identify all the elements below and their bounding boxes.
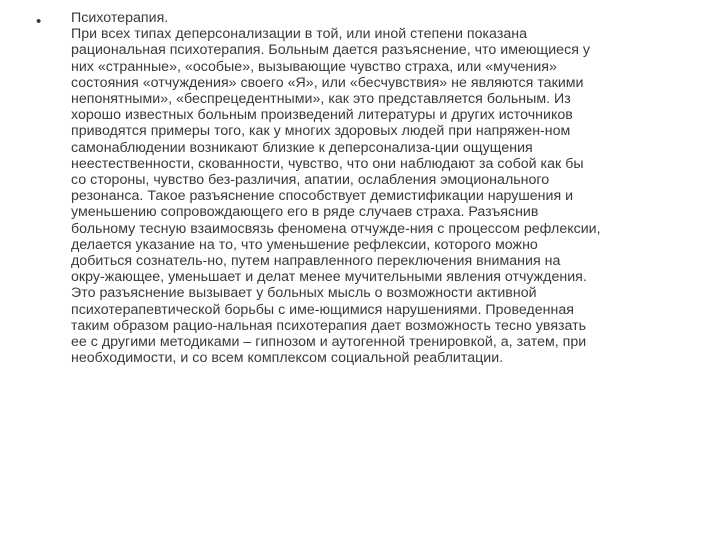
text-line: добиться сознатель-но, путем направленного переключения внимания на: [71, 253, 561, 270]
text-line: рациональная психотерапия. Больным дается разъяснение, что имеющиеся у: [71, 42, 590, 59]
text-line: делается указание на то, что уменьшение рефлексии, которого можно: [71, 236, 538, 253]
text-line: ее с другими методиками – гипнозом и аутогенной тренировкой, а, затем, при: [71, 334, 587, 351]
text-line: хорошо известных больным произведений литературы и других источников: [71, 107, 573, 124]
text-line: неестественности, скованности, чувство, что они наблюдают за собой как бы: [71, 155, 584, 172]
text-line: таким образом рацио-нальная психотерапия дает возможность тесно увязать: [71, 317, 587, 334]
text-line: окру-жающее, уменьшает и делат менее мучительными явления отчуждения.: [71, 269, 587, 286]
text-line: необходимости, и со всем комплексом социальной реаблитации.: [71, 350, 504, 367]
text-line: приводятся примеры того, как у многих здоровых людей при напряжен-ном: [71, 123, 571, 140]
text-line: Это разъяснение вызывает у больных мысль о возможности активной: [71, 285, 537, 302]
text-line: со стороны, чувство без-различия, апатии, ослабления эмоционального: [71, 172, 550, 189]
text-line: уменьшению сопровождающего его в ряде случаев страха. Разъяснив: [71, 204, 539, 221]
text-line: самонаблюдении возникают близкие к деперсонализа-ции ощущения: [71, 139, 533, 156]
text-line: состояния «отчуждения» своего «Я», или «бесчувствия» не являются такими: [71, 74, 584, 91]
heading-line: Психотерапия.: [71, 10, 169, 26]
text-line: них «странные», «особые», вызывающие чувство страха, или «мучения»: [71, 58, 557, 75]
text-line: При всех типах деперсонализации в той, или иной степени показана: [71, 26, 528, 43]
text-line: непонятными», «беспрецедентными», как это представляется больным. Из: [71, 91, 571, 108]
text-line: психотерапевтической борьбы с име-ющимися нарушениями. Проведенная: [71, 301, 574, 318]
text-line: больному тесную взаимосвязь феномена отчужде-ния с процессом рефлексии,: [71, 220, 601, 237]
text-line: резонанса. Такое разъяснение способствует демистификации нарушения и: [71, 188, 574, 205]
bullet-marker: •: [36, 13, 42, 30]
bullet-text: [71, 10, 696, 366]
